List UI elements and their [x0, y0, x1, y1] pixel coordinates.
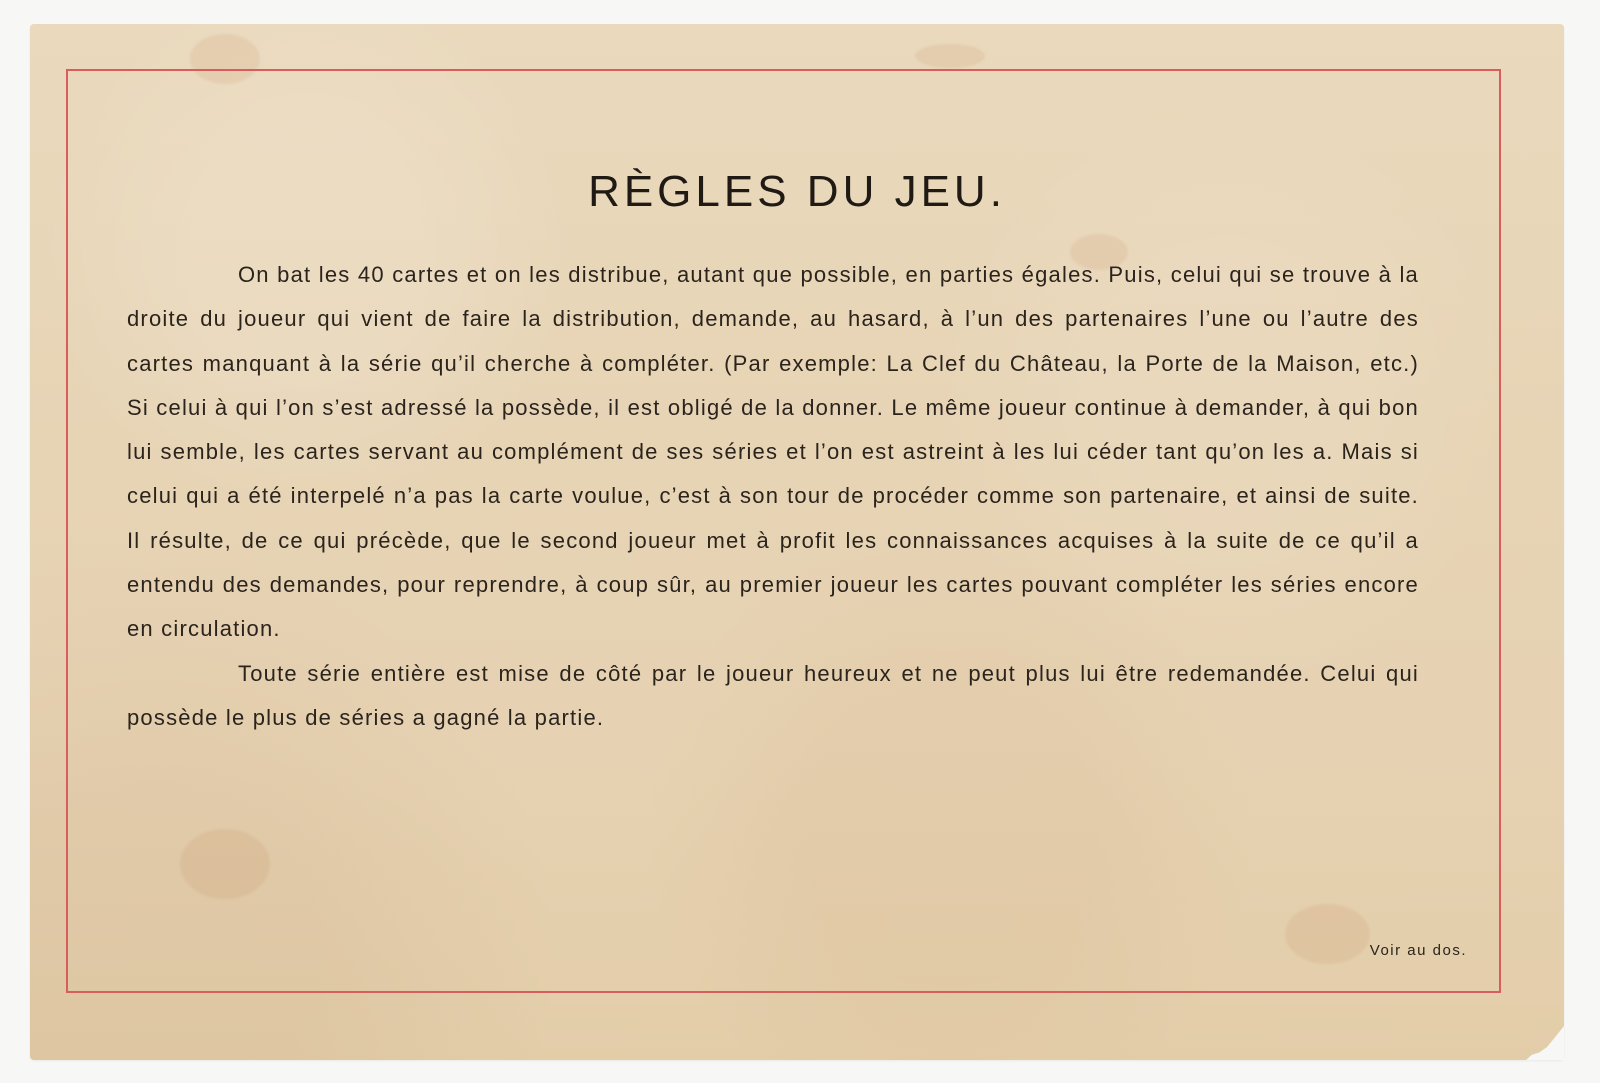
rules-card [30, 24, 1564, 1060]
rules-paragraph-1: On bat les 40 cartes et on les distribue, autant que possible, en parties égales. Puis, celui qui se trouve à la droite du joueur qui vient de faire la distribution, demande, au hasard, à l’un des partenaires l’une ou l’autre des cartes manquant à la série qu’il cherche à compléter. (Par exemple: La Clef du Château, la Porte de la Maison, etc.) Si celui à qui l’on s’est adressé la possède, il est obligé de la donner. Le même joueur continue à demander, à qui bon lui semble, les cartes servant au complément de ses séries et l’on est astreint à les lui céder tant qu’on les a. Mais si celui qui a été interpelé n’a pas la carte voulue, c’est à son tour de procéder comme son partenaire, et ainsi de suite. Il résulte, de ce qui précède, que le second joueur met à profit les connaissances acquises à la suite de ce qu’il a entendu des demandes, pour reprendre, à coup sûr, au premier joueur les cartes pouvant compléter les séries encore en circulation. [127, 262, 1419, 642]
see-back-note: Voir au dos. [1369, 942, 1467, 959]
rules-paragraph-2: Toute série entière est mise de côté par le joueur heureux et ne peut plus lui être redemandée. Celui qui possède le plus de séries a gagné la partie. [127, 660, 1419, 730]
rules-text [127, 253, 1419, 740]
torn-corner [1526, 1026, 1564, 1060]
page-title: RÈGLES DU JEU. [588, 167, 1006, 216]
age-stain [915, 44, 985, 68]
